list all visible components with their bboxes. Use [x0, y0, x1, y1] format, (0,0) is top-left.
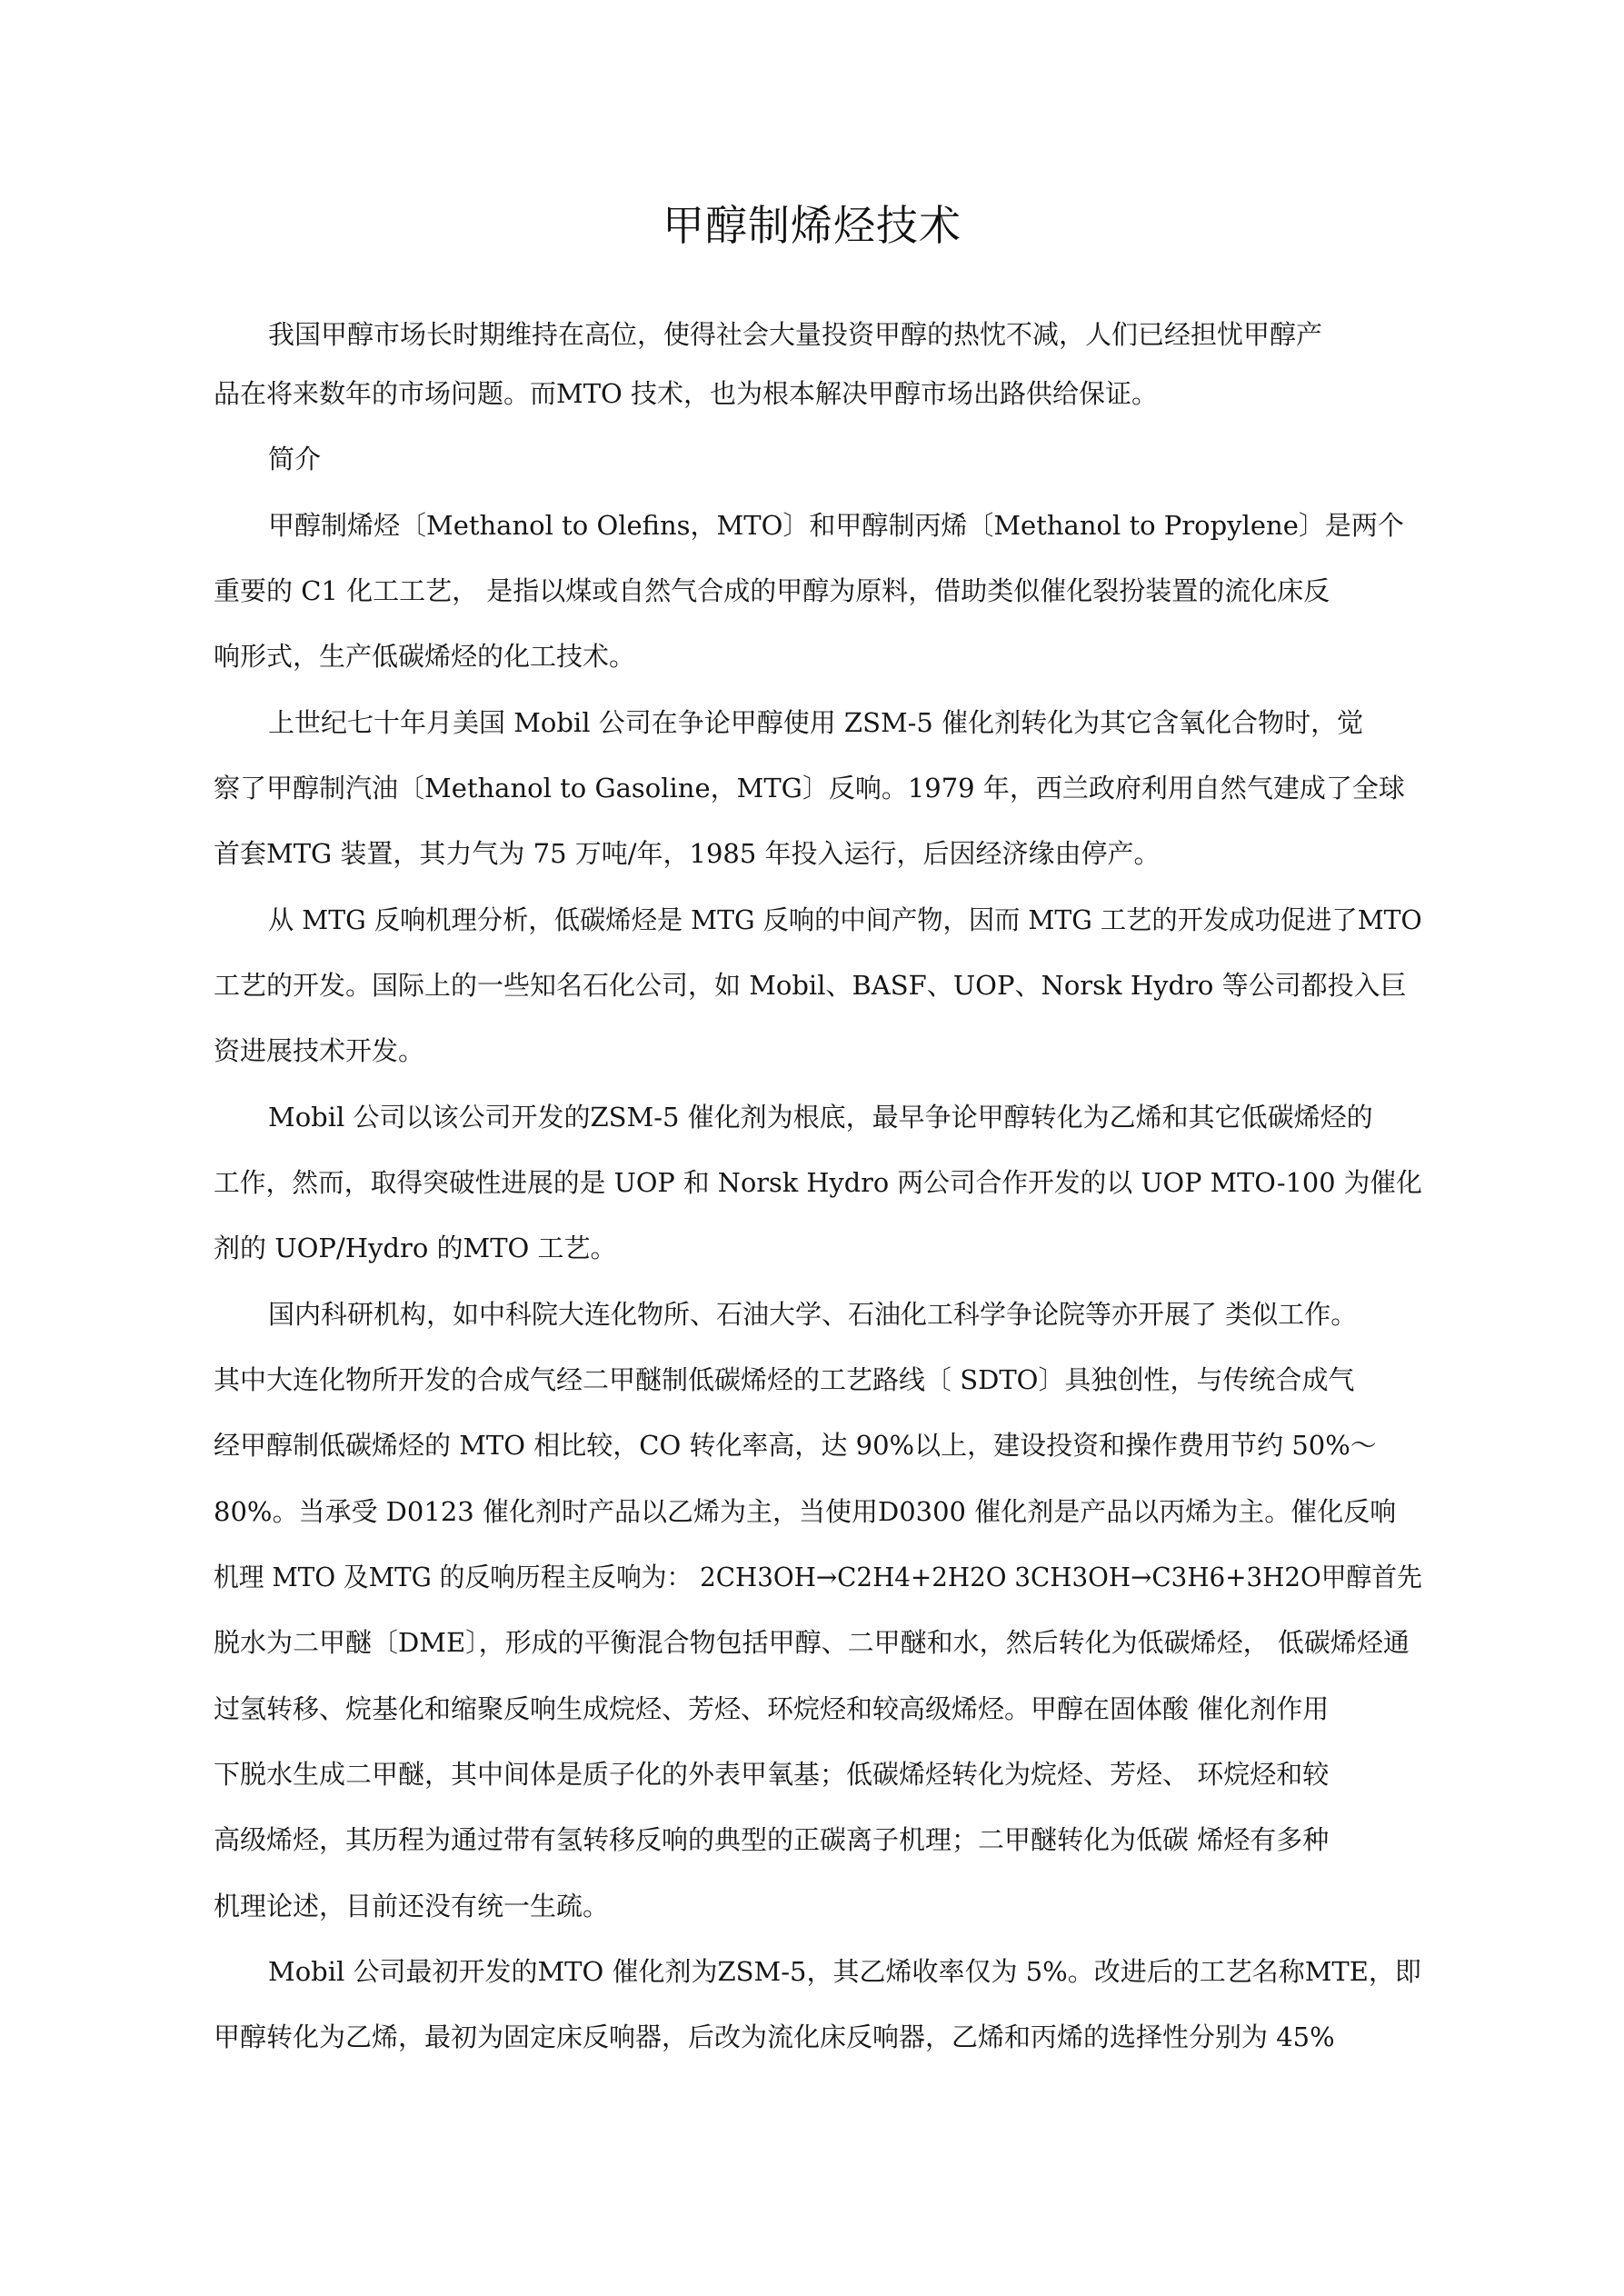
- text-line: 上世纪七十年月美国 Mobil 公司在争论甲醇使用 ZSM-5 催化剂转化为其它含氧化合物时，觉: [268, 707, 1364, 738]
- text-line: 甲醇转化为乙烯，最初为固定床反响器，后改为流化床反响器，乙烯和丙烯的选择性分别为 45%: [214, 2021, 1335, 2052]
- text-line: 甲醇制烯烃〔Methanol to Olefins，MTO〕和甲醇制丙烯〔Methanol to Propylene〕是两个: [268, 510, 1404, 541]
- text-line: 工作，然而，取得突破性进展的是 UOP 和 Norsk Hydro 两公司合作开发的以 UOP MTO-100 为催化: [214, 1167, 1422, 1198]
- text-line: 高级烯烃，其历程为通过带有氢转移反响的典型的正碳离子机理；二甲醚转化为低碳 烯烃有多种: [214, 1824, 1330, 1855]
- text-line: 工艺的开发。国际上的一些知名石化公司，如 Mobil、BASF、UOP、Norsk Hydro 等公司都投入巨: [214, 970, 1407, 1001]
- text-line: 重要的 C1 化工工艺， 是指以煤或自然气合成的甲醇为原料，借助类似催化裂扮装置的流化床反: [214, 575, 1330, 606]
- section-heading: 简介: [268, 444, 322, 474]
- text-line: 其中大连化物所开发的合成气经二甲醚制低碳烯烃的工艺路线〔 SDTO〕具独创性，与传统合成气: [214, 1364, 1355, 1395]
- text-line: 从 MTG 反响机理分析，低碳烯烃是 MTG 反响的中间产物，因而 MTG 工艺的开发成功促进了MTO: [268, 904, 1422, 935]
- text-line: 80%。当承受 D0123 催化剂时产品以乙烯为主，当使用D0300 催化剂是产品以丙烯为主。催化反响: [214, 1496, 1397, 1527]
- text-line: 剂的 UOP/Hydro 的MTO 工艺。: [214, 1233, 617, 1263]
- text-line: 我国甲醇市场长时期维持在高位，使得社会大量投资甲醇的热忱不减，人们已经担忧甲醇产: [268, 319, 1323, 350]
- text-line: Mobil 公司以该公司开发的ZSM-5 催化剂为根底，最早争论甲醇转化为乙烯和其它低碳烯烃的: [268, 1102, 1373, 1133]
- text-line: 察了甲醇制汽油〔Methanol to Gasoline，MTG〕反响。1979 年，西兰政府利用自然气建成了全球: [214, 773, 1405, 804]
- text-line: 下脱水生成二甲醚，其中间体是质子化的外表甲氧基；低碳烯烃转化为烷烃、芳烃、 环烷烃和较: [214, 1759, 1330, 1790]
- text-line: 响形式，生产低碳烯烃的化工技术。: [214, 641, 636, 672]
- text-line: 资进展技术开发。: [214, 1035, 425, 1066]
- text-line: 机理论述，目前还没有统一生疏。: [214, 1891, 610, 1922]
- text-line: 品在将来数年的市场问题。而MTO 技术，也为根本解决甲醇市场出路供给保证。: [214, 378, 1159, 409]
- document-title: 甲醇制烯烃技术: [663, 201, 961, 250]
- text-line: Mobil 公司最初开发的MTO 催化剂为ZSM-5，其乙烯收率仅为 5%。改进后的工艺名称MTE，即: [268, 1956, 1421, 1987]
- text-line: 首套MTG 装置，其力气为 75 万吨/年，1985 年投入运行，后因经济缘由停产。: [214, 838, 1161, 869]
- text-line: 经甲醇制低碳烯烃的 MTO 相比较，CO 转化率高，达 90%以上，建设投资和操作费用节约 50%～: [214, 1430, 1377, 1461]
- text-line: 国内科研机构，如中科院大连化物所、石油大学、石油化工科学争论院等亦开展了 类似工作。: [268, 1299, 1358, 1330]
- text-line: 机理 MTO 及MTG 的反响历程主反响为： 2CH3OH→C2H4+2H2O 3CH3OH→C3H6+3H2O甲醇首先: [214, 1562, 1422, 1592]
- text-line: 脱水为二甲醚〔DME〕，形成的平衡混合物包括甲醇、二甲醚和水，然后转化为低碳烯烃， 低碳烯烃通: [214, 1627, 1410, 1658]
- text-line: 过氢转移、烷基化和缩聚反响生成烷烃、芳烃、环烷烃和较高级烯烃。甲醇在固体酸 催化剂作用: [214, 1693, 1330, 1724]
